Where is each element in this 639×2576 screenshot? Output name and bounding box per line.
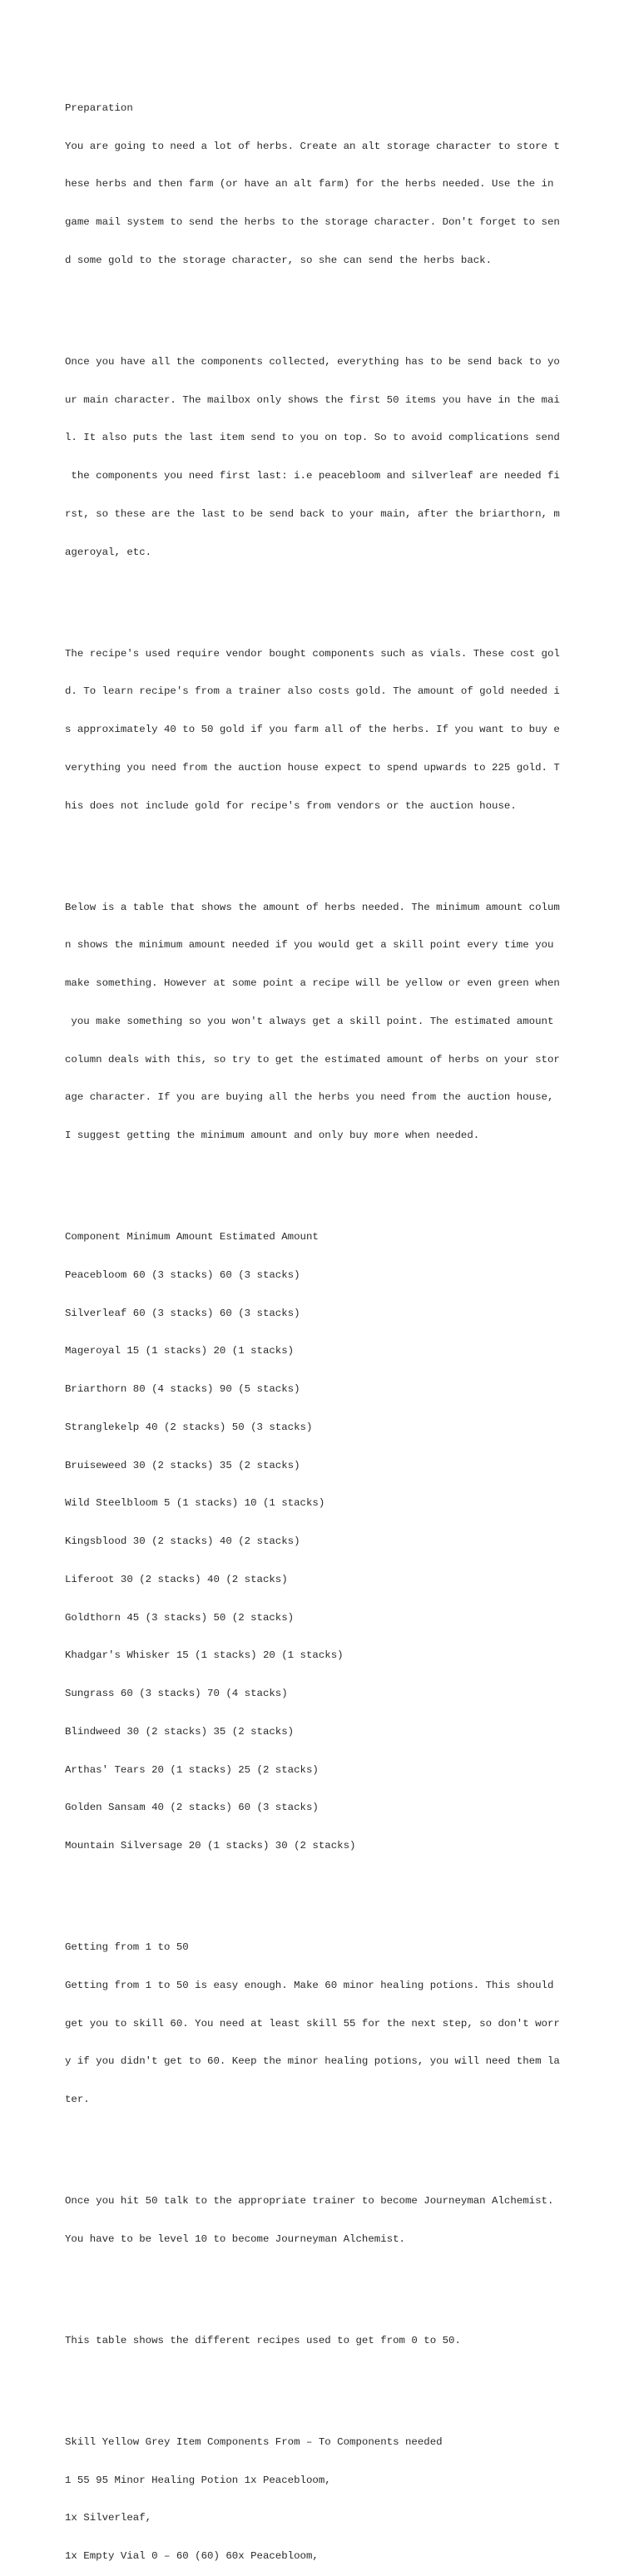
- table-intro-line: Below is a table that shows the amount of herbs needed. The minimum amount colum: [65, 901, 560, 913]
- journeyman-line: Once you hit 50 talk to the appropriate trainer to become Journeyman Alchemist.: [65, 2195, 554, 2207]
- paragraph-gap: [65, 1168, 581, 1180]
- table-intro-line: n shows the minimum amount needed if you would get a skill point every time you: [65, 939, 554, 952]
- herb-table-row: Golden Sansam 40 (2 stacks) 60 (3 stacks): [65, 1802, 319, 1814]
- preparation-line: hese herbs and then farm (or have an alt farm) for the herbs needed. Use the in: [65, 178, 554, 190]
- costs-line: verything you need from the auction house expect to spend upwards to 225 gold. T: [65, 761, 560, 774]
- paragraph-gap: [65, 2272, 581, 2284]
- herb-table-row: Bruiseweed 30 (2 stacks) 35 (2 stacks): [65, 1459, 300, 1471]
- herb-table-row: Peacebloom 60 (3 stacks) 60 (3 stacks): [65, 1268, 300, 1281]
- herb-table-row: Silverleaf 60 (3 stacks) 60 (3 stacks): [65, 1307, 300, 1319]
- recipe-table-row: 1x Silverleaf,: [65, 2512, 152, 2524]
- preparation-line: d some gold to the storage character, so she can send the herbs back.: [65, 254, 493, 266]
- table-intro-line: column deals with this, so try to get the estimated amount of herbs on your stor: [65, 1053, 560, 1066]
- mailbox-line: l. It also puts the last item send to you on top. So to avoid complications send: [65, 432, 560, 444]
- table-intro-line: you make something so you won't always get a skill point. The estimated amount: [65, 1015, 554, 1027]
- herb-table-row: Kingsblood 30 (2 stacks) 40 (2 stacks): [65, 1535, 300, 1547]
- herb-table-row: Khadgar's Whisker 15 (1 stacks) 20 (1 stacks): [65, 1649, 344, 1662]
- recipe-table-row: 1 55 95 Minor Healing Potion 1x Peacebloom,: [65, 2474, 331, 2486]
- recipe-table-row: 1x Empty Vial 0 – 60 (60) 60x Peacebloom,: [65, 2550, 319, 2562]
- herb-table-row: Arthas' Tears 20 (1 stacks) 25 (2 stacks): [65, 1763, 319, 1776]
- recipes-intro-line: This table shows the different recipes used to get from 0 to 50.: [65, 2334, 461, 2346]
- herb-table-row: Mountain Silversage 20 (1 stacks) 30 (2 stacks): [65, 1840, 356, 1852]
- table-intro-line: age character. If you are buying all the herbs you need from the auction house,: [65, 1091, 554, 1104]
- herb-table-row: Stranglekelp 40 (2 stacks) 50 (3 stacks): [65, 1421, 313, 1433]
- preparation-line: You are going to need a lot of herbs. Create an alt storage character to store t: [65, 140, 560, 152]
- getting-line: y if you didn't get to 60. Keep the minor healing potions, you will need them la: [65, 2055, 560, 2068]
- paragraph-gap: [65, 2132, 581, 2144]
- paragraph-gap: [65, 1878, 581, 1891]
- mailbox-line: Once you have all the components collected, everything has to be send back to yo: [65, 355, 560, 368]
- costs-line: his does not include gold for recipe's from vendors or the auction house.: [65, 799, 517, 812]
- paragraph-gap: [65, 293, 581, 305]
- paragraph-gap: [65, 838, 581, 850]
- preparation-heading: Preparation: [65, 101, 133, 114]
- table-intro-line: make something. However at some point a recipe will be yellow or even green when: [65, 977, 560, 989]
- herb-table-row: Wild Steelbloom 5 (1 stacks) 10 (1 stacks): [65, 1497, 325, 1510]
- getting-line: Getting from 1 to 50 is easy enough. Make 60 minor healing potions. This should: [65, 1979, 554, 1991]
- costs-line: d. To learn recipe's from a trainer also costs gold. The amount of gold needed i: [65, 685, 560, 698]
- herb-table-row: Liferoot 30 (2 stacks) 40 (2 stacks): [65, 1573, 288, 1585]
- costs-line: s approximately 40 to 50 gold if you farm all of the herbs. If you want to buy e: [65, 724, 560, 735]
- getting-line: ter.: [65, 2094, 90, 2105]
- preparation-line: game mail system to send the herbs to the storage character. Don't forget to sen: [65, 216, 560, 228]
- paragraph-gap: [65, 584, 581, 596]
- herb-table-row: Blindweed 30 (2 stacks) 35 (2 stacks): [65, 1725, 295, 1738]
- recipe-table-header: Skill Yellow Grey Item Components From – To Components needed: [65, 2435, 443, 2448]
- herb-table-header: Component Minimum Amount Estimated Amount: [65, 1231, 319, 1243]
- mailbox-line: ur main character. The mailbox only shows the first 50 items you have in the mai: [65, 393, 560, 406]
- getting-heading: Getting from 1 to 50: [65, 1941, 189, 1953]
- mailbox-line: the components you need first last: i.e peacebloom and silverleaf are needed fi: [65, 470, 560, 482]
- mailbox-line: rst, so these are the last to be send back to your main, after the briarthorn, m: [65, 507, 560, 520]
- document-page: [65, 64, 581, 2576]
- herb-table-row: Goldthorn 45 (3 stacks) 50 (2 stacks): [65, 1611, 295, 1624]
- herb-table-row: Briarthorn 80 (4 stacks) 90 (5 stacks): [65, 1383, 300, 1395]
- paragraph-gap: [65, 2373, 581, 2386]
- mailbox-line: ageroyal, etc.: [65, 546, 152, 558]
- journeyman-line: You have to be level 10 to become Journeyman Alchemist.: [65, 2232, 405, 2245]
- getting-line: get you to skill 60. You need at least skill 55 for the next step, so don't worr: [65, 2017, 560, 2030]
- costs-line: The recipe's used require vendor bought components such as vials. These cost gol: [65, 647, 560, 660]
- herb-table-row: Mageroyal 15 (1 stacks) 20 (1 stacks): [65, 1345, 295, 1357]
- herb-table-row: Sungrass 60 (3 stacks) 70 (4 stacks): [65, 1688, 288, 1699]
- table-intro-line: I suggest getting the minimum amount and only buy more when needed.: [65, 1130, 480, 1141]
